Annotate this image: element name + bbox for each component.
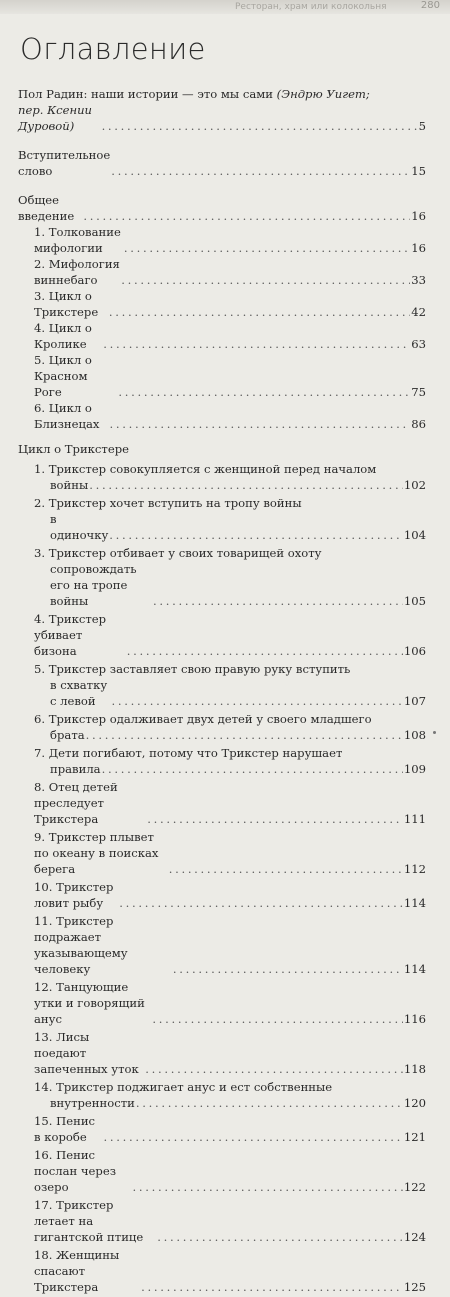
entry-label-line-1: 2. Трикстер хочет вступить на тропу войны (34, 496, 302, 510)
toc-subentry[interactable] (18, 1247, 426, 1295)
entry-line (34, 1197, 426, 1245)
toc-subentry[interactable] (18, 745, 426, 777)
leader-dots (173, 961, 403, 977)
entry-last-line (34, 677, 426, 709)
toc-subentry[interactable] (18, 913, 426, 977)
entry-line (34, 829, 426, 877)
preface-line-2 (18, 102, 426, 134)
page-ref: 86 (411, 417, 426, 431)
toc-subentry[interactable] (18, 1079, 426, 1111)
entry-label-line-1: 14. Трикстер поджигает анус и ест собственные (34, 1080, 333, 1094)
entry-label: 5. Цикл о Красном Роге (34, 353, 92, 399)
toc-subentry[interactable] (18, 661, 426, 709)
leader-dots (127, 643, 403, 659)
page-ref: 125 (403, 1280, 426, 1294)
leader-dots (136, 1095, 403, 1111)
entry-label: 4. Трикстер убивает бизона (34, 612, 107, 658)
entry-label: 8. Отец детей преследует Трикстера (34, 780, 118, 826)
leader-dots (102, 118, 418, 134)
entry-last-line (34, 561, 426, 609)
page-ref: 122 (403, 1180, 426, 1194)
entry-label: 1. Толкование мифологии (34, 225, 121, 255)
toc-subentry[interactable] (18, 545, 426, 609)
entry-line (34, 879, 426, 911)
toc-subentry[interactable] (18, 256, 426, 288)
toc-entry-preface[interactable] (18, 86, 426, 134)
preface-author: (Эндрю Уигет; (276, 87, 370, 101)
leader-dots (119, 895, 403, 911)
section-heading-trickster: Цикл о Трикстере (18, 442, 129, 456)
toc-subentry[interactable] (18, 1197, 426, 1245)
page-ref: 16 (411, 209, 426, 223)
page-ref: 107 (403, 694, 426, 708)
page-ref: 15 (411, 164, 426, 178)
leader-dots (112, 693, 403, 709)
leader-dots (153, 593, 403, 609)
entry-line (34, 1029, 426, 1077)
leader-dots (133, 1179, 403, 1195)
running-header: Ресторан, храм или колокольня (235, 2, 387, 12)
entry-label-line-1: 5. Трикстер заставляет свою правую руку вступить (34, 662, 351, 676)
entry-label-line-2: правила (50, 762, 101, 776)
entry-label-line-2: в одиночку (50, 512, 109, 542)
entry-label-line-2: в схватку с левой (50, 678, 108, 708)
leader-dots (141, 1279, 403, 1295)
trickster-subentries (18, 461, 426, 1295)
entry-label: 15. Пенис в коробе (34, 1114, 96, 1144)
entry-label: 13. Лисы поедают запеченных уток (34, 1030, 139, 1076)
leader-dots (86, 727, 403, 743)
toc-subentry[interactable] (18, 829, 426, 877)
page-ref: 124 (403, 1230, 426, 1244)
entry-line (34, 779, 426, 827)
page-mark (433, 731, 436, 734)
leader-dots (104, 1129, 403, 1145)
page-title: Оглавление (20, 32, 206, 66)
leader-dots (169, 861, 403, 877)
toc-subentry[interactable] (18, 879, 426, 911)
entry-line (34, 611, 426, 659)
leader-dots (121, 272, 410, 288)
page-ref: 63 (411, 337, 426, 351)
entry-line (34, 1247, 426, 1295)
page-ref: 112 (403, 862, 426, 876)
page-ref: 16 (411, 241, 426, 255)
page-ref: 75 (411, 385, 426, 399)
entry-label: Общее введение (18, 193, 75, 223)
entry-label-line-2: внутренности (50, 1096, 135, 1110)
entry-label-line-1: 7. Дети погибают, потому что Трикстер нарушает (34, 746, 343, 760)
toc-subentry[interactable] (18, 979, 426, 1027)
page-ref: 121 (403, 1130, 426, 1144)
page-ref: 42 (411, 305, 426, 319)
page-ref: 114 (403, 962, 426, 976)
toc-subentry[interactable] (18, 352, 426, 400)
leader-dots (147, 811, 403, 827)
entry-last-line (34, 727, 426, 743)
entry-label: Вступительное слово (18, 148, 111, 178)
toc-subentry[interactable] (18, 1147, 426, 1195)
preface-line-1 (18, 86, 426, 102)
page-ref: 106 (403, 644, 426, 658)
leader-dots (118, 384, 410, 400)
entry-label: 3. Цикл о Трикстере (34, 289, 99, 319)
leader-dots (157, 1229, 403, 1245)
entry-label: 4. Цикл о Кролике (34, 321, 92, 351)
page-ref: 111 (403, 812, 426, 826)
page-ref: 5 (418, 119, 426, 133)
entry-label-line-1: 6. Трикстер одалживает двух детей у своего младшего (34, 712, 372, 726)
entry-label-line-1: 1. Трикстер совокупляется с женщиной перед началом (34, 462, 377, 476)
leader-dots (109, 416, 410, 432)
page-ref: 120 (403, 1096, 426, 1110)
page-ref: 114 (403, 896, 426, 910)
toc-subentry[interactable] (18, 1113, 426, 1145)
entry-last-line (34, 1095, 426, 1111)
leader-dots (102, 761, 403, 777)
entry-last-line (34, 477, 426, 493)
page-ref: 118 (403, 1062, 426, 1076)
table-of-contents (18, 32, 426, 1297)
leader-dots (109, 527, 403, 543)
toc-subentry[interactable] (18, 779, 426, 827)
entry-label-line-2: войны (50, 478, 89, 492)
toc-subentry[interactable] (18, 400, 426, 432)
toc-subentry[interactable] (18, 611, 426, 659)
toc-subentry[interactable] (18, 461, 426, 493)
leader-dots (152, 1011, 402, 1027)
entry-last-line (34, 761, 426, 777)
preface-translator: пер. Ксении Дуровой) (18, 103, 93, 133)
page-ref: 108 (403, 728, 426, 742)
entry-label-line-1: 3. Трикстер отбивает у своих товарищей охоту (34, 546, 322, 560)
entry-label: 18. Женщины спасают Трикстера (34, 1248, 120, 1294)
page-ref: 105 (403, 594, 426, 608)
entry-label: 12. Танцующие утки и говорящий анус (34, 980, 145, 1026)
leader-dots (103, 336, 410, 352)
leader-dots (83, 208, 410, 224)
entry-line (34, 1147, 426, 1195)
page-ref: 104 (403, 528, 426, 542)
leader-dots (89, 477, 403, 493)
page-ref: 116 (403, 1012, 426, 1026)
toc-entry-general[interactable] (18, 192, 426, 224)
leader-dots (111, 163, 410, 179)
toc-subentry[interactable] (18, 288, 426, 320)
leader-dots (109, 304, 410, 320)
entry-label-line-2: брата (50, 728, 85, 742)
entry-label: 9. Трикстер плывет по океану в поисках берега (34, 830, 159, 876)
general-subentries (18, 224, 426, 432)
page-ref: 33 (411, 273, 426, 287)
entry-label: 10. Трикстер ловит рыбу (34, 880, 114, 910)
leader-dots (124, 240, 410, 256)
page-ref: 109 (403, 762, 426, 776)
entry-last-line (34, 511, 426, 543)
entry-label: 6. Цикл о Близнецах (34, 401, 100, 431)
entry-label-line-2: сопровождать его на тропе войны (50, 562, 137, 608)
toc-subentry[interactable] (18, 320, 426, 352)
toc-subentry[interactable] (18, 1029, 426, 1077)
preface-text: Пол Радин: наши истории — это мы сами (18, 87, 277, 101)
toc-subentry[interactable] (18, 224, 426, 256)
entry-label: 16. Пенис послан через озеро (34, 1148, 117, 1194)
toc-entry-intro[interactable] (18, 147, 426, 179)
entry-line (34, 913, 426, 977)
entry-label: 2. Мифология виннебаго (34, 257, 120, 287)
page-ref: 102 (403, 478, 426, 492)
entry-line (34, 979, 426, 1027)
toc-subentry[interactable] (18, 711, 426, 743)
entry-label: 11. Трикстер подражает указывающему человеку (34, 914, 128, 976)
toc-subentry[interactable] (18, 495, 426, 543)
leader-dots (145, 1061, 403, 1077)
page-number: 280 (420, 0, 440, 11)
entry-label: 17. Трикстер летает на гигантской птице (34, 1198, 144, 1244)
entry-line (34, 1113, 426, 1145)
